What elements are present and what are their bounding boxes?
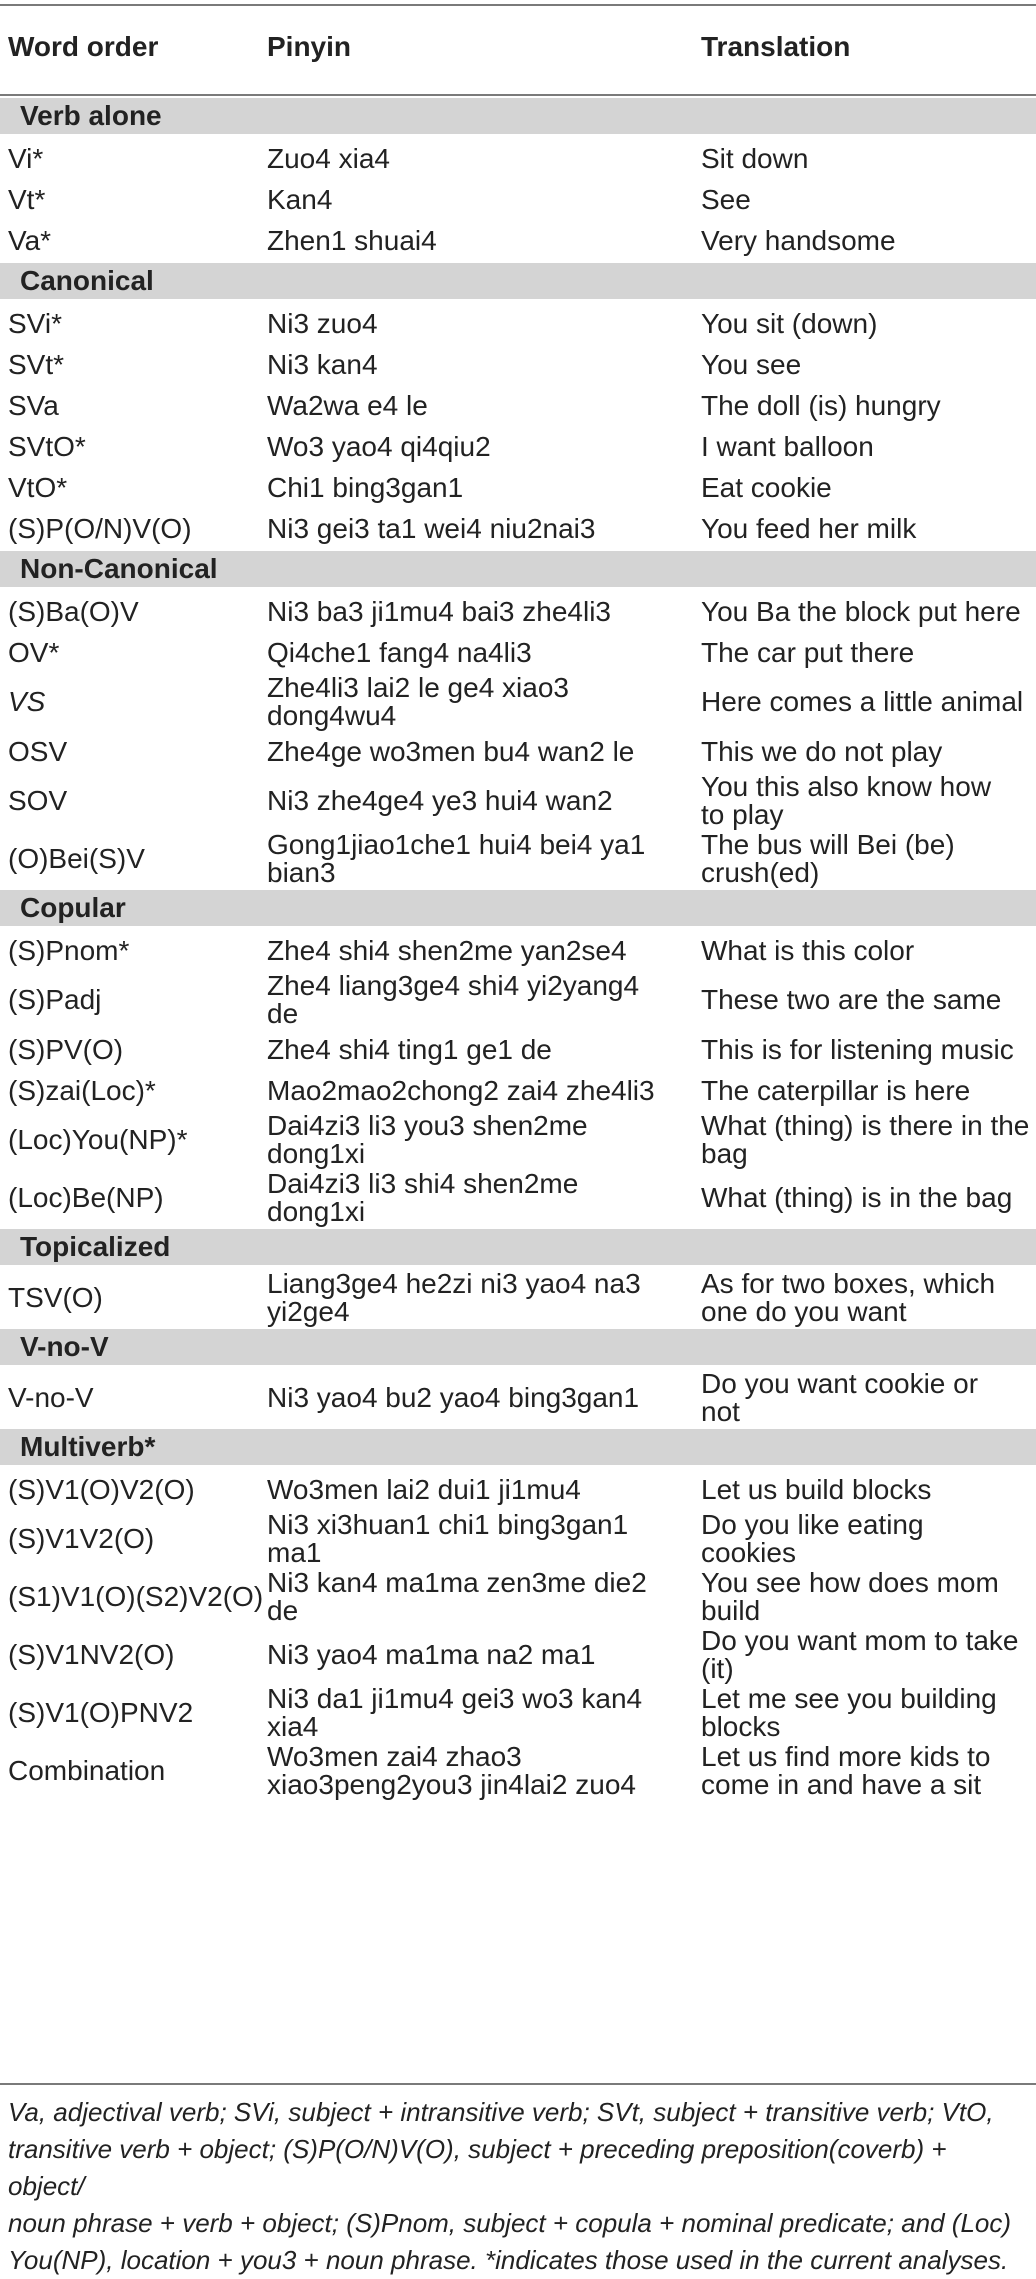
table-row xyxy=(0,179,1036,220)
word-order-cell xyxy=(8,673,263,731)
table-row xyxy=(0,1469,1036,1510)
pinyin-line: Ni3 zhe4ge4 ye3 hui4 wan2 xyxy=(267,785,613,816)
table-row xyxy=(0,1742,1036,1800)
pinyin-cell xyxy=(267,1369,697,1427)
column-header xyxy=(8,14,263,80)
pinyin-line: xiao3peng2you3 jin4lai2 zuo4 xyxy=(267,1769,636,1800)
word-order-text: (O)Bei(S)V xyxy=(8,843,145,874)
word-order-cell xyxy=(8,1510,263,1568)
translation-line: (it) xyxy=(701,1653,734,1684)
translation-line: You sit (down) xyxy=(701,307,878,339)
category-row xyxy=(0,551,1036,587)
pinyin-cell xyxy=(267,731,697,772)
translation-line: You see how does mom xyxy=(701,1567,999,1598)
translation-line: What (thing) is there in the xyxy=(701,1110,1030,1141)
pinyin-cell xyxy=(267,632,697,673)
word-order-text: SVa xyxy=(8,389,59,421)
footnote-line: transitive verb + object; (S)P(O/N)V(O), subject + preceding preposition(coverb) + object/ xyxy=(8,2134,947,2201)
pinyin-cell xyxy=(267,179,697,220)
table-row xyxy=(0,138,1036,179)
translation-cell xyxy=(701,508,1035,549)
word-order-cell xyxy=(8,1169,263,1227)
translation-cell xyxy=(701,971,1035,1029)
pinyin-cell xyxy=(267,591,697,632)
translation-cell xyxy=(701,930,1035,971)
translation-line: The caterpillar is here xyxy=(701,1074,971,1106)
word-order-text: VS xyxy=(8,686,46,717)
table-row xyxy=(0,508,1036,549)
word-order-cell xyxy=(8,1684,263,1742)
word-order-text: TSV(O) xyxy=(8,1282,103,1313)
translation-cell xyxy=(701,220,1035,261)
pinyin-cell xyxy=(267,426,697,467)
word-order-text: OSV xyxy=(8,735,68,767)
pinyin-cell xyxy=(267,1684,697,1742)
word-order-cell xyxy=(8,1070,263,1111)
pinyin-line: Wa2wa e4 le xyxy=(267,389,428,421)
word-order-cell xyxy=(8,1029,263,1070)
table-row xyxy=(0,426,1036,467)
pinyin-line: de xyxy=(267,998,299,1029)
pinyin-line: dong1xi xyxy=(267,1138,366,1169)
table-row xyxy=(0,1111,1036,1169)
pinyin-cell xyxy=(267,1070,697,1111)
translation-cell xyxy=(701,591,1035,632)
word-order-text: (S)V1V2(O) xyxy=(8,1523,155,1554)
translation-cell xyxy=(701,426,1035,467)
table-row xyxy=(0,1510,1036,1568)
translation-line: bag xyxy=(701,1138,748,1169)
pinyin-cell xyxy=(267,971,697,1029)
translation-line: cookies xyxy=(701,1537,796,1568)
translation-cell xyxy=(701,1269,1035,1327)
top-rule xyxy=(0,4,1036,6)
pinyin-cell xyxy=(267,385,697,426)
category-row xyxy=(0,263,1036,299)
translation-line: one do you want xyxy=(701,1296,907,1327)
category-label-text: Multiverb* xyxy=(20,1431,156,1462)
pinyin-line: Chi1 bing3gan1 xyxy=(267,471,464,503)
translation-line: As for two boxes, which xyxy=(701,1268,996,1299)
pinyin-cell xyxy=(267,830,697,888)
pinyin-line: Wo3men lai2 dui1 ji1mu4 xyxy=(267,1473,581,1505)
word-order-text: (S)zai(Loc)* xyxy=(8,1074,156,1106)
word-order-cell xyxy=(8,220,263,261)
pinyin-line: Zhe4 liang3ge4 shi4 yi2yang4 xyxy=(267,970,640,1001)
word-order-text: SVtO* xyxy=(8,430,86,462)
category-label-text: Canonical xyxy=(20,265,154,296)
pinyin-line: yi2ge4 xyxy=(267,1296,350,1327)
pinyin-line: Ni3 gei3 ta1 wei4 niu2nai3 xyxy=(267,512,596,544)
table-row xyxy=(0,1269,1036,1327)
word-order-text: Combination xyxy=(8,1755,166,1786)
translation-cell xyxy=(701,1568,1035,1626)
table-row xyxy=(0,1684,1036,1742)
word-order-cell xyxy=(8,830,263,888)
footnote-line: Va, adjectival verb; SVi, subject + intransitive verb; SVt, subject + transitive verb; VtO, xyxy=(8,2097,994,2127)
category-label xyxy=(20,1229,1020,1265)
column-header xyxy=(701,14,1035,80)
word-order-text: (Loc)You(NP)* xyxy=(8,1124,188,1155)
pinyin-cell xyxy=(267,1469,697,1510)
word-order-cell xyxy=(8,591,263,632)
word-order-cell xyxy=(8,632,263,673)
pinyin-cell xyxy=(267,1111,697,1169)
word-order-cell xyxy=(8,467,263,508)
word-order-cell xyxy=(8,1111,263,1169)
pinyin-line: Ni3 kan4 xyxy=(267,348,378,380)
translation-cell xyxy=(701,344,1035,385)
pinyin-line: Dai4zi3 li3 you3 shen2me xyxy=(267,1110,588,1141)
pinyin-cell xyxy=(267,138,697,179)
column-header-text: Word order xyxy=(8,31,159,62)
word-order-text: (S)V1NV2(O) xyxy=(8,1639,175,1670)
word-order-cell xyxy=(8,731,263,772)
footnote-line: You(NP), location + you3 + noun phrase. *indicates those used in the current analyses. xyxy=(8,2245,1009,2275)
table-row xyxy=(0,1626,1036,1684)
pinyin-line: Zuo4 xia4 xyxy=(267,142,390,174)
word-order-cell xyxy=(8,971,263,1029)
word-order-cell xyxy=(8,1568,263,1626)
table-row xyxy=(0,591,1036,632)
table-row xyxy=(0,344,1036,385)
table-footnote xyxy=(8,2094,1030,2279)
table-row xyxy=(0,1169,1036,1227)
header-rule xyxy=(0,94,1036,96)
word-order-cell xyxy=(8,1269,263,1327)
category-label-text: V-no-V xyxy=(20,1331,109,1362)
word-order-cell xyxy=(8,344,263,385)
table-row xyxy=(0,1029,1036,1070)
word-order-text: OV* xyxy=(8,636,60,668)
word-order-cell xyxy=(8,138,263,179)
word-order-cell xyxy=(8,426,263,467)
table-row xyxy=(0,467,1036,508)
bottom-rule xyxy=(0,2083,1036,2085)
pinyin-cell xyxy=(267,673,697,731)
translation-line: These two are the same xyxy=(701,984,1002,1015)
pinyin-line: xia4 xyxy=(267,1711,319,1742)
word-order-text: (S)V1(O)V2(O) xyxy=(8,1473,195,1505)
word-order-cell xyxy=(8,1626,263,1684)
pinyin-line: ma1 xyxy=(267,1537,322,1568)
translation-cell xyxy=(701,138,1035,179)
pinyin-line: Zhe4ge wo3men bu4 wan2 le xyxy=(267,735,635,767)
pinyin-cell xyxy=(267,1029,697,1070)
category-label xyxy=(20,890,1020,926)
translation-cell xyxy=(701,1369,1035,1427)
word-order-cell xyxy=(8,385,263,426)
pinyin-line: Liang3ge4 he2zi ni3 yao4 na3 xyxy=(267,1268,641,1299)
translation-line: Very handsome xyxy=(701,224,896,256)
pinyin-cell xyxy=(267,467,697,508)
pinyin-cell xyxy=(267,508,697,549)
word-order-cell xyxy=(8,1469,263,1510)
word-order-text: (Loc)Be(NP) xyxy=(8,1182,164,1213)
translation-line: Sit down xyxy=(701,142,809,174)
translation-line: This is for listening music xyxy=(701,1033,1014,1065)
pinyin-line: Wo3 yao4 qi4qiu2 xyxy=(267,430,491,462)
translation-line: Let us find more kids to xyxy=(701,1741,991,1772)
translation-cell xyxy=(701,1469,1035,1510)
table-row xyxy=(0,971,1036,1029)
pinyin-line: Kan4 xyxy=(267,183,333,215)
translation-cell xyxy=(701,1742,1035,1800)
pinyin-line: Zhe4li3 lai2 le ge4 xiao3 xyxy=(267,672,569,703)
translation-line: I want balloon xyxy=(701,430,874,462)
word-order-text: VtO* xyxy=(8,471,68,503)
pinyin-line: Wo3men zai4 zhao3 xyxy=(267,1741,522,1772)
pinyin-cell xyxy=(267,344,697,385)
pinyin-line: Ni3 kan4 ma1ma zen3me die2 xyxy=(267,1567,647,1598)
translation-cell xyxy=(701,1684,1035,1742)
pinyin-line: Zhen1 shuai4 xyxy=(267,224,437,256)
word-order-cell xyxy=(8,179,263,220)
translation-line: build xyxy=(701,1595,761,1626)
word-order-cell xyxy=(8,1369,263,1427)
translation-line: See xyxy=(701,183,751,215)
word-order-cell xyxy=(8,508,263,549)
translation-line: Let us build blocks xyxy=(701,1473,932,1505)
translation-line: You see xyxy=(701,348,802,380)
translation-line: The car put there xyxy=(701,636,915,668)
translation-line: The doll (is) hungry xyxy=(701,389,941,421)
pinyin-line: Ni3 yao4 ma1ma na2 ma1 xyxy=(267,1639,596,1670)
translation-line: not xyxy=(701,1396,740,1427)
table-row xyxy=(0,632,1036,673)
category-label xyxy=(20,551,1020,587)
word-order-text: (S1)V1(O)(S2)V2(O) xyxy=(8,1581,264,1612)
translation-cell xyxy=(701,1029,1035,1070)
word-order-text: Va* xyxy=(8,224,52,256)
footnote-line: noun phrase + verb + object; (S)Pnom, subject + copula + nominal predicate; and (Loc) xyxy=(8,2208,1012,2238)
word-order-cell xyxy=(8,772,263,830)
pinyin-cell xyxy=(267,303,697,344)
category-label-text: Copular xyxy=(20,892,126,923)
word-order-text: SVt* xyxy=(8,348,65,380)
pinyin-cell xyxy=(267,772,697,830)
translation-cell xyxy=(701,1111,1035,1169)
category-label-text: Non-Canonical xyxy=(20,553,218,584)
word-order-cell xyxy=(8,930,263,971)
table-row xyxy=(0,673,1036,731)
pinyin-cell xyxy=(267,1742,697,1800)
word-order-cell xyxy=(8,303,263,344)
table-row xyxy=(0,930,1036,971)
translation-line: You feed her milk xyxy=(701,512,917,544)
table-row xyxy=(0,830,1036,888)
category-label xyxy=(20,98,1020,134)
translation-line: to play xyxy=(701,799,784,830)
category-row xyxy=(0,1429,1036,1465)
translation-line: Here comes a little animal xyxy=(701,686,1024,717)
pinyin-cell xyxy=(267,1568,697,1626)
category-label-text: Topicalized xyxy=(20,1231,171,1262)
translation-cell xyxy=(701,1510,1035,1568)
table-row xyxy=(0,1369,1036,1427)
table-row xyxy=(0,1070,1036,1111)
word-order-text: (S)Ba(O)V xyxy=(8,595,139,627)
translation-cell xyxy=(701,1626,1035,1684)
translation-line: What is this color xyxy=(701,934,915,966)
category-label xyxy=(20,1429,1020,1465)
pinyin-line: dong4wu4 xyxy=(267,700,397,731)
category-row xyxy=(0,890,1036,926)
column-header-text: Translation xyxy=(701,31,851,62)
category-label xyxy=(20,1329,1020,1365)
translation-line: Do you like eating xyxy=(701,1509,924,1540)
pinyin-line: bian3 xyxy=(267,857,336,888)
translation-line: come in and have a sit xyxy=(701,1769,982,1800)
translation-line: Let me see you building xyxy=(701,1683,997,1714)
pinyin-line: Zhe4 shi4 shen2me yan2se4 xyxy=(267,934,627,966)
category-row xyxy=(0,1229,1036,1265)
translation-line: Do you want cookie or xyxy=(701,1368,979,1399)
pinyin-cell xyxy=(267,220,697,261)
translation-cell xyxy=(701,303,1035,344)
table-row xyxy=(0,220,1036,261)
pinyin-line: Ni3 zuo4 xyxy=(267,307,378,339)
pinyin-cell xyxy=(267,1269,697,1327)
pinyin-cell xyxy=(267,1626,697,1684)
word-order-text: SOV xyxy=(8,785,68,816)
translation-cell xyxy=(701,1169,1035,1227)
pinyin-line: Ni3 ba3 ji1mu4 bai3 zhe4li3 xyxy=(267,595,611,627)
pinyin-line: Gong1jiao1che1 hui4 bei4 ya1 xyxy=(267,829,646,860)
translation-cell xyxy=(701,179,1035,220)
translation-line: Do you want mom to take xyxy=(701,1625,1019,1656)
pinyin-line: Ni3 da1 ji1mu4 gei3 wo3 kan4 xyxy=(267,1683,643,1714)
pinyin-cell xyxy=(267,1510,697,1568)
translation-line: What (thing) is in the bag xyxy=(701,1182,1013,1213)
table-row xyxy=(0,772,1036,830)
table-row xyxy=(0,731,1036,772)
translation-cell xyxy=(701,830,1035,888)
word-order-text: (S)Pnom* xyxy=(8,934,130,966)
word-order-text: (S)P(O/N)V(O) xyxy=(8,512,192,544)
translation-line: The bus will Bei (be) xyxy=(701,829,955,860)
pinyin-line: de xyxy=(267,1595,299,1626)
table-header-row xyxy=(0,14,1036,80)
column-header xyxy=(267,14,697,80)
translation-cell xyxy=(701,467,1035,508)
pinyin-line: Mao2mao2chong2 zai4 zhe4li3 xyxy=(267,1074,655,1106)
translation-line: crush(ed) xyxy=(701,857,820,888)
word-order-text: SVi* xyxy=(8,307,62,339)
translation-line: You this also know how xyxy=(701,771,992,802)
translation-cell xyxy=(701,632,1035,673)
category-row xyxy=(0,1329,1036,1365)
translation-cell xyxy=(701,1070,1035,1111)
translation-cell xyxy=(701,673,1035,731)
word-order-text: (S)Padj xyxy=(8,984,102,1015)
table-row xyxy=(0,1568,1036,1626)
translation-line: This we do not play xyxy=(701,735,943,767)
table-row xyxy=(0,385,1036,426)
word-order-text: (S)PV(O) xyxy=(8,1033,124,1065)
pinyin-line: Ni3 yao4 bu2 yao4 bing3gan1 xyxy=(267,1382,640,1413)
column-header-text: Pinyin xyxy=(267,31,352,62)
translation-cell xyxy=(701,385,1035,426)
pinyin-line: Qi4che1 fang4 na4li3 xyxy=(267,636,532,668)
word-order-text: Vi* xyxy=(8,142,44,174)
category-row xyxy=(0,98,1036,134)
translation-line: Eat cookie xyxy=(701,471,832,503)
word-order-cell xyxy=(8,1742,263,1800)
category-label xyxy=(20,263,1020,299)
translation-line: blocks xyxy=(701,1711,781,1742)
pinyin-line: dong1xi xyxy=(267,1196,366,1227)
table-row xyxy=(0,303,1036,344)
word-order-text: Vt* xyxy=(8,183,46,215)
pinyin-line: Dai4zi3 li3 shi4 shen2me xyxy=(267,1168,579,1199)
word-order-text: (S)V1(O)PNV2 xyxy=(8,1697,194,1728)
pinyin-line: Ni3 xi3huan1 chi1 bing3gan1 xyxy=(267,1509,629,1540)
pinyin-line: Zhe4 shi4 ting1 ge1 de xyxy=(267,1033,552,1065)
pinyin-cell xyxy=(267,930,697,971)
pinyin-cell xyxy=(267,1169,697,1227)
translation-cell xyxy=(701,731,1035,772)
word-order-text: V-no-V xyxy=(8,1382,94,1413)
translation-line: You Ba the block put here xyxy=(701,595,1021,627)
category-label-text: Verb alone xyxy=(20,100,162,131)
translation-cell xyxy=(701,772,1035,830)
